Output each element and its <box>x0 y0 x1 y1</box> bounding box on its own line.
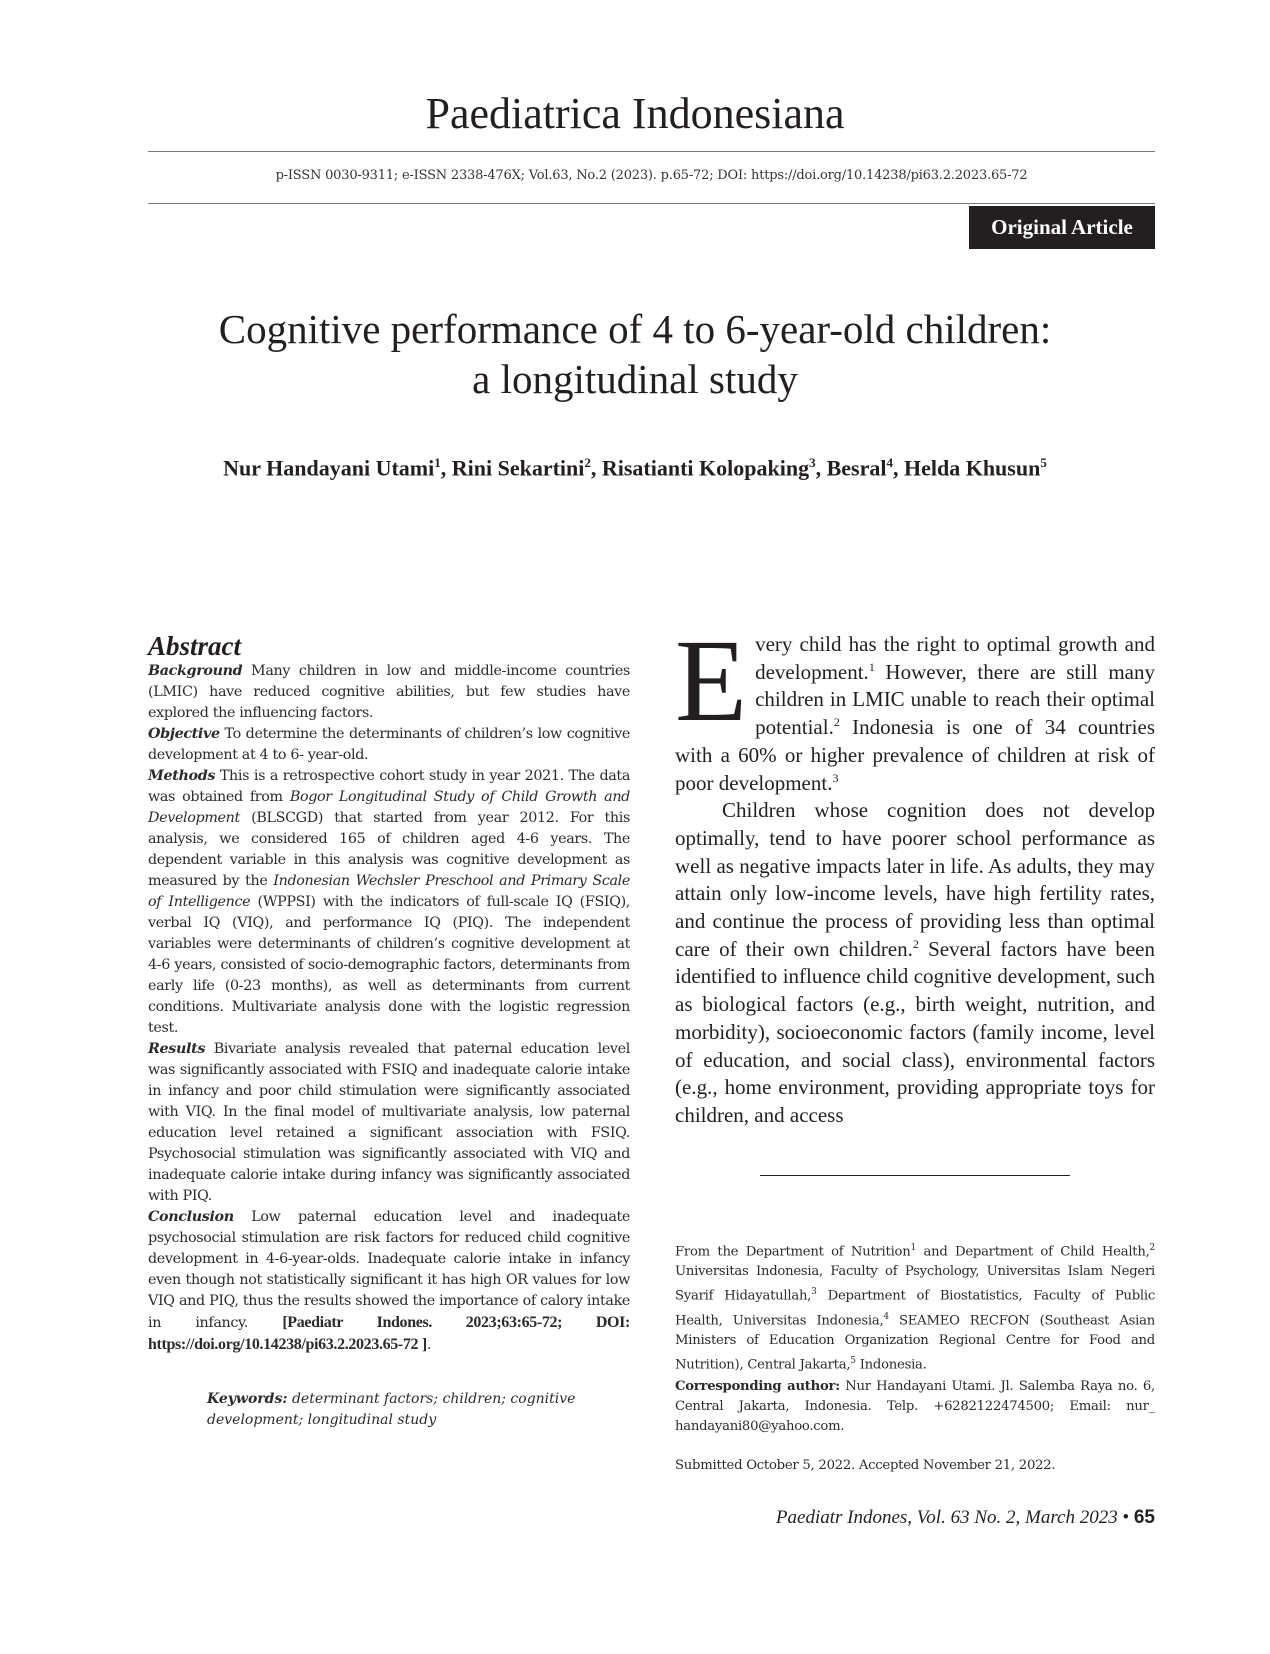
methods-text: (WPPSI) with the indicators of full-scale IQ (FSIQ), verbal IQ (VIQ), and performance IQ (PIQ). The independent variables were determinants of children’s cognitive development at 4-6 years, consisted of socio-demographic factors, determinants from early life (0-23 months), as well as determinants from current conditions. Multivariate analysis done with the logistic regression test. <box>148 894 630 1036</box>
header-rule-top <box>148 151 1155 152</box>
reference-mark: 1 <box>868 659 875 674</box>
affiliation-mark: 4 <box>883 1311 889 1322</box>
keywords-text: determinant factors; children; cognitive development; longitudinal study <box>207 1391 576 1428</box>
objective-text: To determine the determinants of children’s low cognitive development at 4 to 6- year-old. <box>148 726 630 763</box>
body-text: very child has the right to optimal growth and development. <box>755 632 1155 684</box>
drop-cap: E <box>675 615 748 746</box>
affiliation-mark: 5 <box>850 1356 856 1367</box>
author-name: Besral <box>826 455 887 481</box>
objective-label: Objective <box>148 726 220 742</box>
affiliation-mark: 2 <box>1149 1243 1155 1253</box>
page-footer <box>776 1507 1155 1529</box>
submission-dates: Submitted October 5, 2022. Accepted November 21, 2022. <box>675 1458 1056 1473</box>
body-text: However, there are still many children in LMIC unable to reach their optimal potential. <box>755 659 1155 740</box>
affiliation-text: Department of Biostatistics, Faculty of Public Health, Universitas Indonesia, <box>675 1288 1155 1329</box>
abstract-heading: Abstract <box>148 631 242 661</box>
background-text: Many children in low and middle-income countries (LMIC) have reduced cognitive abilities, but few studies have explored the influencing factors. <box>148 663 630 721</box>
journal-name: Paediatrica Indonesiana <box>425 89 845 138</box>
affiliation-text: From the Department of Nutrition <box>675 1244 911 1260</box>
title-line-1: Cognitive performance of 4 to 6-year-old children: <box>218 306 1052 352</box>
results-text: Bivariate analysis revealed that paternal education level was significantly associated with FSIQ and inadequate calorie intake in infancy and poor child stimulation were significantly associated with VIQ. In the final model of multivariate analysis, low paternal education level retained a significant association with FSIQ. Psychosocial stimulation was significantly associated with VIQ and inadequate calorie intake during infancy was significantly associated with PIQ. <box>148 1041 630 1204</box>
reference-mark: 2 <box>833 715 840 730</box>
keywords <box>207 1389 587 1431</box>
methods-study-name: Bogor Longitudinal Study of Child Growth and Development <box>148 789 630 826</box>
corresponding-author-text: Nur Handayani Utami. Jl. Salemba Raya no. 6, Central Jakarta, Indonesia. Telp. +6282122474500; Email: nur_ handayani80@yahoo.com. <box>675 1379 1155 1434</box>
body-paragraph-1 <box>675 615 1155 797</box>
methods-scale-name: Indonesian Wechsler Preschool and Primary Scale of Intelligence <box>148 873 630 910</box>
author-affiliation-mark: 1 <box>434 455 441 470</box>
affiliation-mark: 3 <box>811 1287 817 1298</box>
abstract-results <box>148 1039 630 1207</box>
citation-end: . <box>426 1337 432 1353</box>
corresponding-author-footnote <box>675 1377 1155 1437</box>
body-paragraph-2 <box>675 797 1155 1129</box>
affiliation-mark: 1 <box>910 1243 916 1253</box>
article-title <box>100 304 1170 404</box>
footnote-rule <box>760 1175 1070 1176</box>
affiliation-text: Indonesia. <box>855 1357 927 1373</box>
header-rule-bottom <box>148 203 1155 204</box>
author-affiliation-mark: 2 <box>584 455 591 470</box>
abstract-objective <box>148 724 630 766</box>
author-name: Nur Handayani Utami <box>223 455 435 481</box>
background-label: Background <box>148 663 243 679</box>
author-affiliation-mark: 3 <box>809 455 816 470</box>
author-name: Helda Khusun <box>903 455 1041 481</box>
author-name: Risatianti Kolopaking <box>601 455 810 481</box>
keywords-label: Keywords: <box>207 1391 288 1407</box>
footer-bullet: • <box>1117 1507 1134 1528</box>
results-label: Results <box>148 1041 206 1057</box>
abstract-methods <box>148 766 630 1039</box>
author-name: Rini Sekartini <box>451 455 585 481</box>
abstract-section <box>148 631 630 1356</box>
body-text: Indonesia is one of 34 countries with a 60% or higher prevalence of children at risk of poor development. <box>675 715 1155 795</box>
author-affiliation-mark: 4 <box>886 455 893 470</box>
affiliation-text: SEAMEO RECFON (Southeast Asian Ministers of Education Organization Regional Centre for Food and Nutrition), Central Jakarta, <box>675 1313 1155 1373</box>
issn-line: p-ISSN 0030-9311; e-ISSN 2338-476X; Vol.63, No.2 (2023). p.65-72; DOI: https://doi.org/10.14238/pi63.2.2023.65-72 <box>275 168 1028 183</box>
body-text: Children whose cognition does not develop optimally, tend to have poorer school performance as well as negative impacts later in life. As adults, they may attain only low-income levels, have high fertility rates, and continue the process of providing less than optimal care of their own children. <box>675 798 1155 961</box>
title-line-2: a longitudinal study <box>472 356 798 402</box>
reference-mark: 3 <box>832 770 839 785</box>
methods-text: (BLSCGD) that started from year 2012. For this analysis, we considered 165 of children aged 4-6 years. The dependent variable in this analysis was cognitive development as measured by the <box>148 810 630 889</box>
methods-label: Methods <box>148 768 216 784</box>
abstract-background <box>148 661 630 724</box>
page-number: 65 <box>1133 1507 1155 1528</box>
corresponding-author-label: Corresponding author: <box>675 1379 840 1394</box>
author-list: Nur Handayani Utami$^1$, Rini Sekartini$^2$, Risatianti Kolopaking$^3$, Besral$^4$, Helda Khusun$^5$ <box>223 455 1047 481</box>
article-type-badge: Original Article <box>969 206 1155 249</box>
reference-mark: 2 <box>912 936 919 951</box>
conclusion-label: Conclusion <box>148 1209 234 1225</box>
affiliation-text: and Department of Child Health, <box>915 1244 1150 1260</box>
author-affiliation-mark: 5 <box>1040 455 1047 470</box>
citation: [Paediatr Indones. 2023;63:65-72; DOI: https://doi.org/10.14238/pi63.2.2023.65-72 ] <box>148 1314 631 1353</box>
conclusion-text: Low paternal education level and inadequate psychosocial stimulation are risk factors for reduced child cognitive development in 4-6-year-olds. Inadequate calorie intake in infancy even though not statistically significant it has high OR values for low VIQ and PIQ, thus the results showed the importance of calory intake in infancy. <box>148 1209 630 1331</box>
footer-journal-ref: Paediatr Indones, Vol. 63 No. 2, March 2023 <box>775 1507 1118 1528</box>
body-text: Several factors have been identified to influence child cognitive development, such as biological factors (e.g., birth weight, nutrition, and morbidity), socioeconomic factors (family income, level of education, and social class), environmental factors (e.g., home environment, providing appropriate toys for children, and access <box>675 936 1156 1127</box>
body-text-column <box>675 615 1156 1130</box>
methods-text: This is a retrospective cohort study in year 2021. The data was obtained from <box>148 768 630 805</box>
affiliations-footnote <box>675 1238 1155 1376</box>
affiliation-text: Universitas Indonesia, Faculty of Psychology, Universitas Islam Negeri Syarif Hidayatullah, <box>675 1264 1155 1304</box>
abstract-conclusion <box>148 1207 630 1356</box>
